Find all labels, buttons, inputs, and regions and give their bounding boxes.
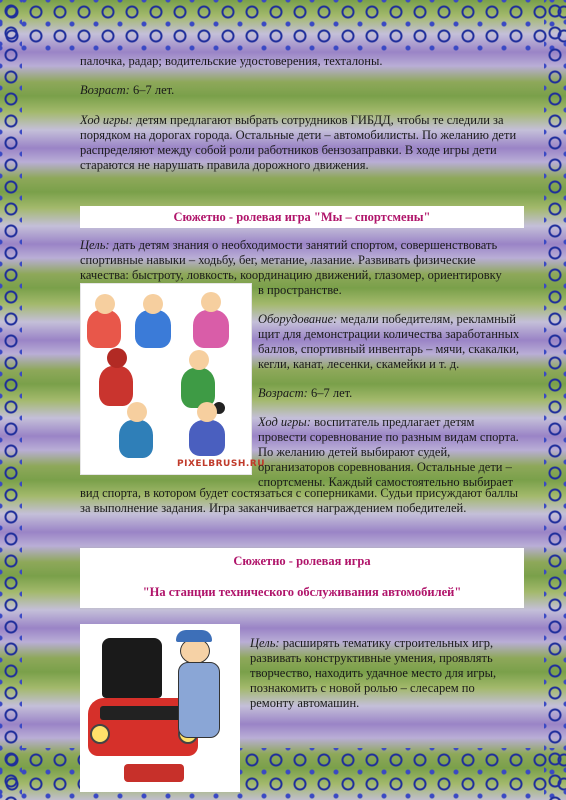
kid-figure (99, 366, 133, 406)
kid-figure (87, 310, 121, 348)
age-value: 6–7 лет. (307, 386, 353, 400)
game-text: воспитатель предлагает детям провести соревнование по разным видам спорта. По желанию детей выбирают судей, организаторов соревнования. Остальные дети – спортсмены. Каждый самостоятельно выбирает (258, 415, 519, 489)
section-title: Сюжетно - ролевая игра "Мы – спортсмены" (173, 210, 431, 224)
section-title-service-station (80, 548, 524, 608)
game-label: Ход игры: (258, 415, 311, 429)
mechanic-overalls (178, 662, 220, 738)
section-sportsmen-bottom (80, 486, 520, 516)
car-grille (100, 706, 186, 720)
decorative-border-right (544, 0, 566, 800)
goal-paragraph (80, 238, 520, 283)
equipment-label: Оборудование: (258, 312, 338, 326)
kid-head (127, 402, 147, 422)
game-label: Ход игры: (80, 113, 133, 127)
kid-figure (119, 420, 153, 458)
toolbox-icon (124, 764, 184, 782)
decorative-border-top (0, 0, 566, 52)
equipment-paragraph (258, 312, 520, 372)
goal-label: Цель: (80, 238, 110, 252)
kid-head (143, 294, 163, 314)
kid-figure (189, 420, 225, 456)
section-title-line2: "На станции технического обслуживания автомобилей" (142, 585, 462, 599)
image-watermark: PIXELBRUSH.RU (177, 459, 266, 469)
headlight-icon (90, 724, 110, 744)
game-paragraph (80, 113, 520, 173)
age-label: Возраст: (258, 386, 308, 400)
decorative-border-left (0, 0, 22, 800)
section-traffic-continuation (80, 54, 520, 173)
goal-text: дать детям знания о необходимости занятий спортом, совершенствовать спортивные навыки – ходьбу, бег, метание, лазание. Развивать физические качества: быстроту, ловкость, координацию движений, глазомер, ориентировку (80, 238, 502, 282)
mechanic-illustration (80, 624, 240, 792)
car-hood (102, 638, 162, 698)
age-value: 6–7 лет. (129, 83, 175, 97)
section-sportsmen-right-column (258, 283, 520, 490)
kid-helmet (107, 348, 127, 368)
age-paragraph (258, 386, 520, 401)
goal-paragraph (250, 636, 520, 711)
kid-head (201, 292, 221, 312)
section-sportsmen-goal (80, 238, 520, 283)
section-service-station-goal (250, 636, 520, 711)
kid-figure (193, 310, 229, 348)
goal-continuation: в пространстве. (258, 283, 342, 297)
kid-head (197, 402, 217, 422)
kid-head (189, 350, 209, 370)
game-continuation: вид спорта, в котором будет состязаться с соперниками. Судьи присуждают баллы за выполнение задания. Игра заканчивается награждением победителей. (80, 486, 519, 515)
kid-figure (135, 310, 171, 348)
age-label: Возраст: (80, 83, 130, 97)
game-text: детям предлагают выбрать сотрудников ГИБДД, чтобы те следили за порядком на дорогах города. Остальные дети – автомобилисты. По желанию дети распределяют между собой роли работников бензозаправки. В ходе игры дети стараются не нарушать правила дорожного движения. (80, 113, 517, 172)
equipment-text: медали победителям, рекламный щит для демонстрации количества заработанных баллов, спортивный инвентарь – мячи, скакалки, кегли, канат, лесенки, скамейки и т. д. (258, 312, 520, 371)
goal-label: Цель: (250, 636, 280, 650)
section-title-sportsmen (80, 206, 524, 228)
kid-head (95, 294, 115, 314)
equipment-fragment: палочка, радар; водительские удостоверения, техталоны. (80, 54, 383, 68)
goal-text: расширять тематику строительных игр, развивать конструктивные умения, проявлять творчество, находить удачное место для игры, познакомить с новой ролью – слесарем по ремонту автомашин. (250, 636, 497, 710)
section-title-line1: Сюжетно - ролевая игра (233, 554, 371, 568)
sports-kids-illustration (80, 283, 266, 475)
mechanic-cap (176, 630, 212, 642)
age-paragraph (80, 83, 520, 98)
game-paragraph (258, 415, 520, 490)
